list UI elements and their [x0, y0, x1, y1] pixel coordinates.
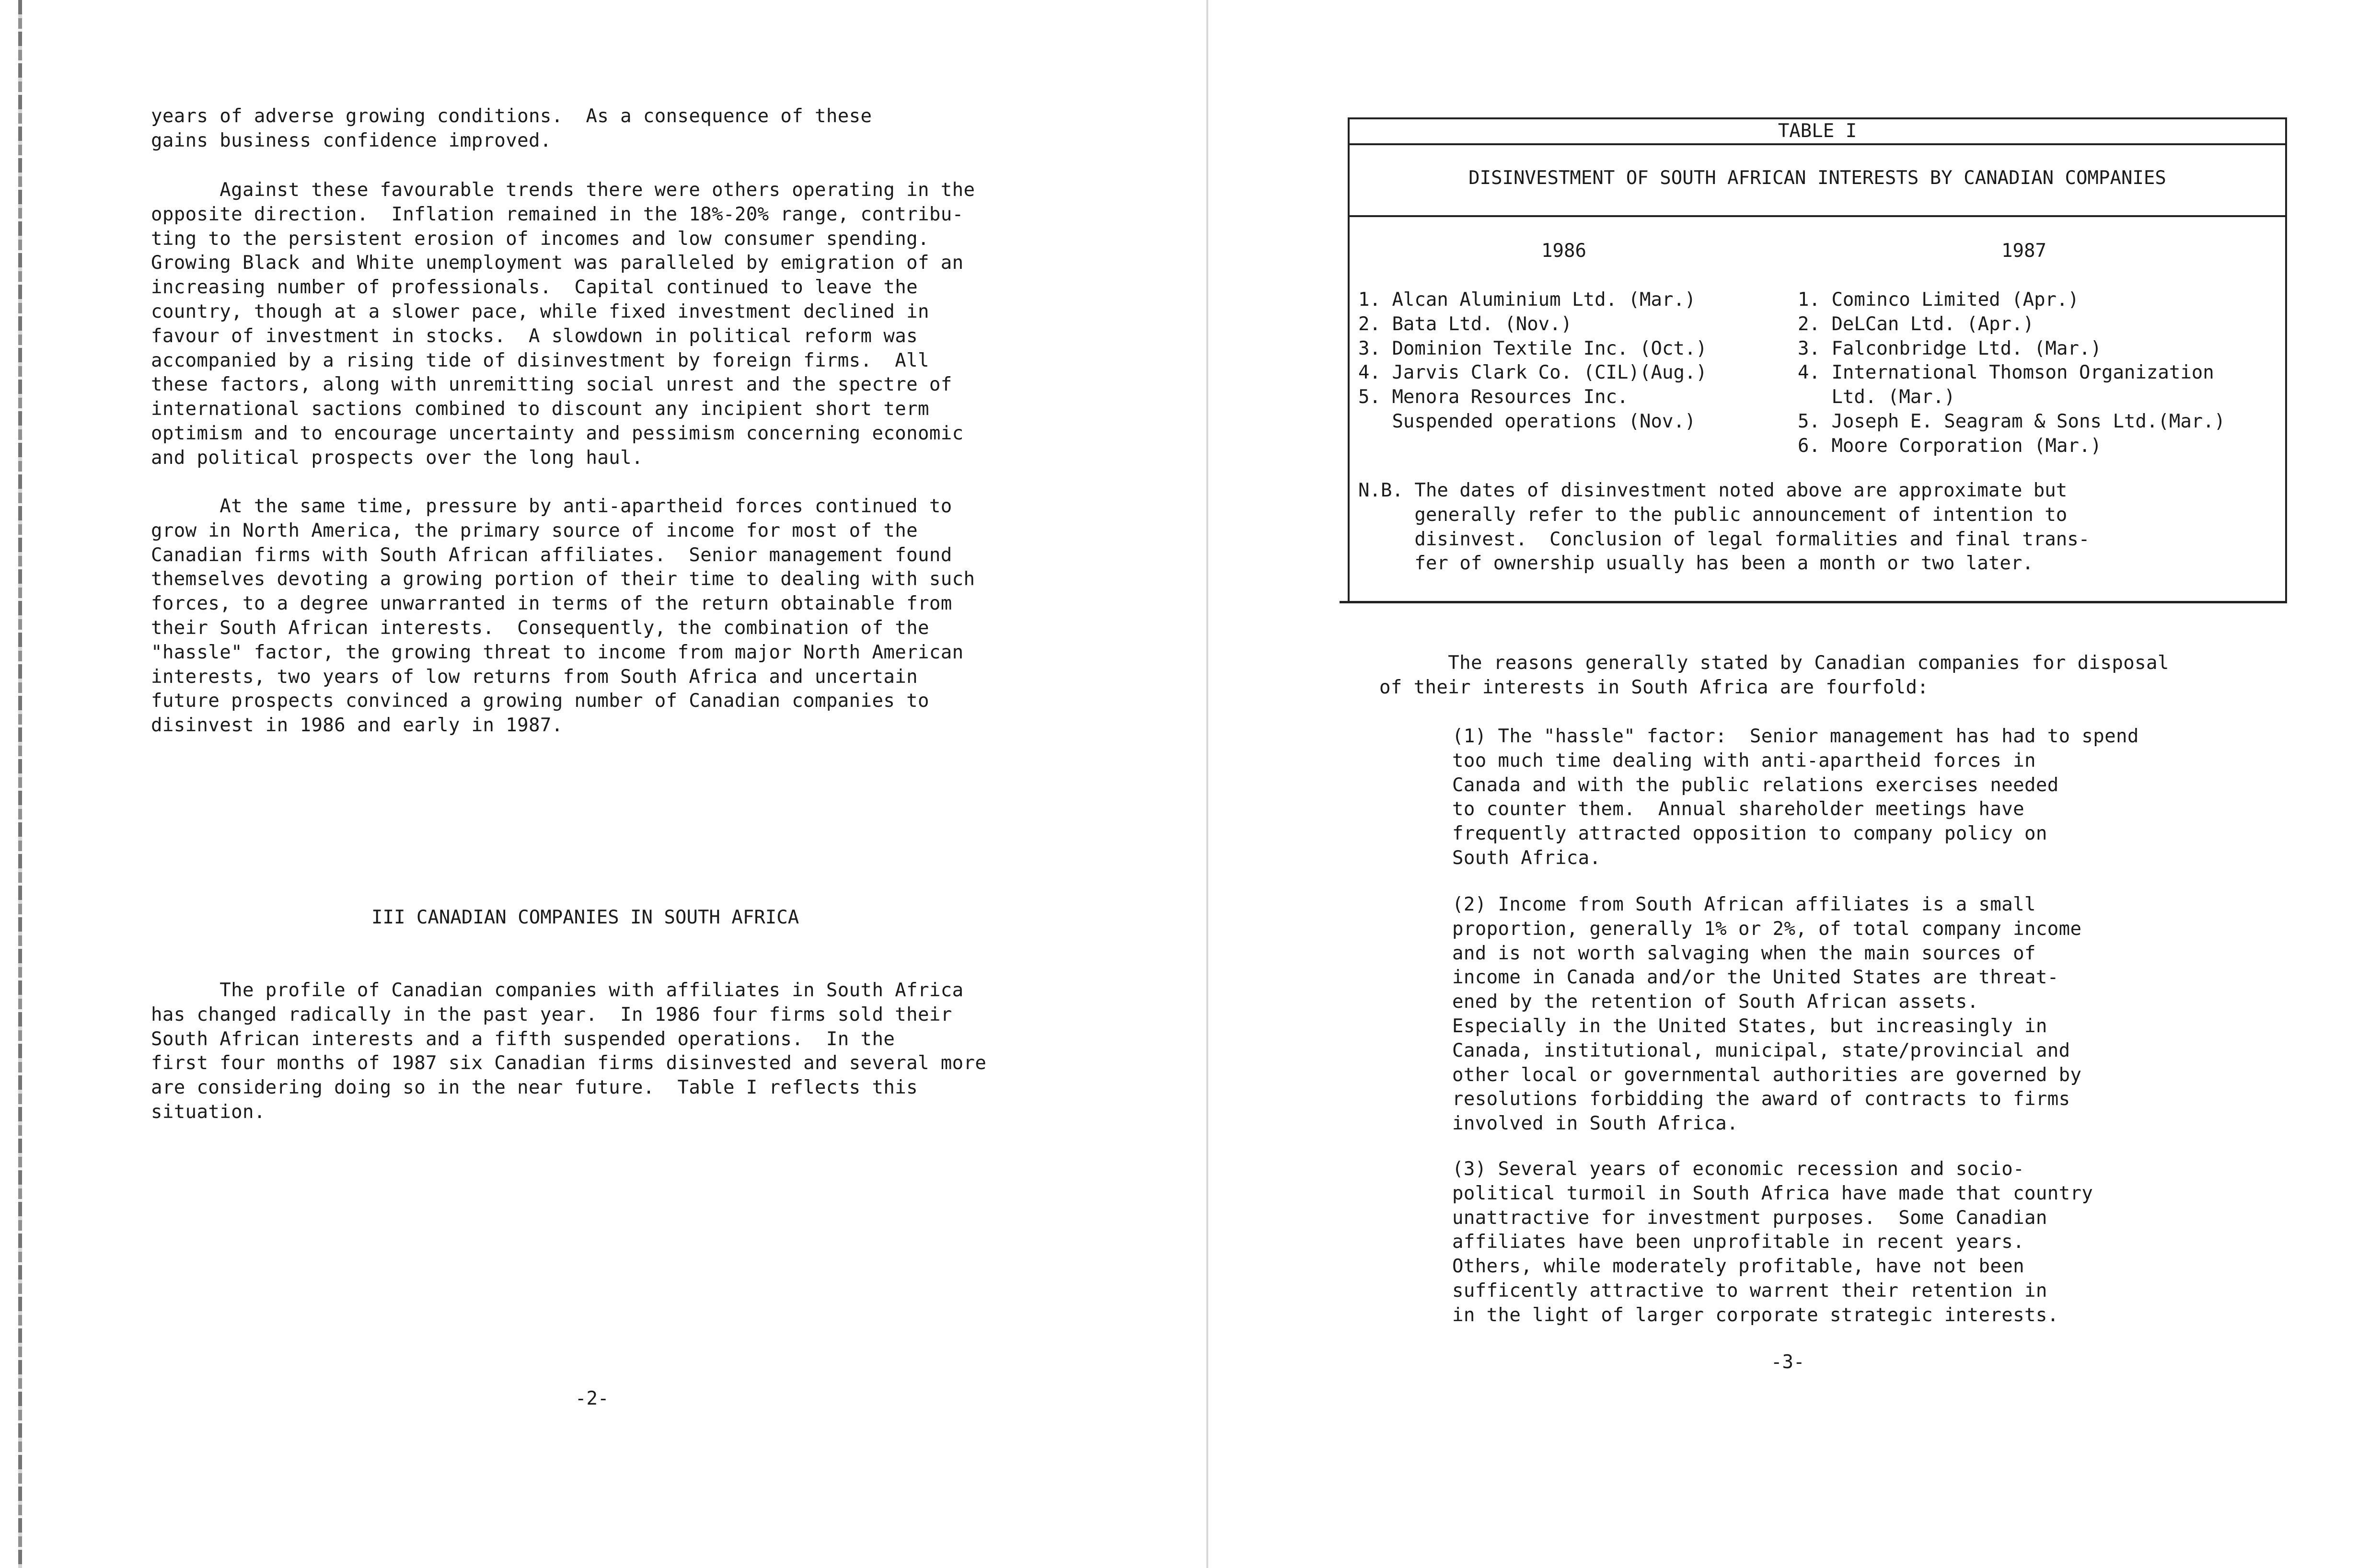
reason-2: (2) Income from South African affiliates is a small proportion, generally 1% or 2%, of total company income and is not worth salvaging when the main sources of income in Canada and/or the United States are threat- ened by the retention of South African assets. Especially in the United States, but increasingly in Canada, institutional, municipal, state/provincial and other local or governmental authorities are governed by resolutions forbidding the award of contracts to firms involved in South Africa.: [1452, 894, 2082, 1135]
list-item: Ltd. (Mar.): [1798, 386, 1955, 408]
list-item: 6. Moore Corporation (Mar.): [1798, 435, 2102, 457]
list-item: 5. Menora Resources Inc.: [1358, 386, 1629, 408]
list-item: 4. International Thomson Organization: [1798, 362, 2214, 384]
list-item: 2. DeLCan Ltd. (Apr.): [1798, 313, 2034, 335]
reason-1: (1) The "hassle" factor: Senior management has had to spend too much time dealing with anti-apartheid forces in Canada and with the public relations exercises needed to counter them. Annual shareholder meetings have frequently attracted opposition to company policy on South Africa.: [1452, 726, 2139, 869]
intro-paragraph: years of adverse growing conditions. As a consequence of these gains business confidence improved.: [151, 105, 872, 151]
table-rule-bottom: [1340, 601, 2286, 603]
list-item: 2. Bata Ltd. (Nov.): [1358, 313, 1572, 335]
table-disinvestment: [1348, 117, 2287, 603]
year-1986-header: 1986: [1541, 240, 1586, 262]
table-rule-header: [1350, 215, 2285, 217]
list-item: 4. Jarvis Clark Co. (CIL)(Aug.): [1358, 362, 1707, 384]
list-item: Suspended operations (Nov.): [1358, 410, 1696, 432]
list-1986: [1358, 288, 1707, 434]
list-1987: [1798, 288, 2225, 459]
reasons-intro-paragraph: The reasons generally stated by Canadian companies for disposal of their interests in South Africa are fourfold:: [1379, 652, 2169, 698]
table-rule-top: [1350, 143, 2285, 145]
page-number-right: -3-: [1771, 1351, 1805, 1373]
section-heading: III CANADIAN COMPANIES IN SOUTH AFRICA: [371, 907, 799, 928]
list-item: 1. Alcan Aluminium Ltd. (Mar.): [1358, 289, 1696, 311]
list-item: 5. Joseph E. Seagram & Sons Ltd.(Mar.): [1798, 410, 2226, 432]
paragraph-against-trends: Against these favourable trends there were others operating in the opposite direction. Inflation remained in the 18%-20% range, contribu- ting to the persistent erosion of incomes and low consumer spending. Growing Black and White unemployment was paralleled by emigration of an increasing number of professionals. Capital continued to leave the country, though at a slower pace, while fixed investment declined in favour of investment in stocks. A slowdown in political reform was accompanied by a rising tide of disinvestment by foreign firms. All these factors, along with unremitting social unrest and the spectre of international sactions combined to discount any incipient short term optimism and to encourage uncertainty and pessimism concerning economic and political prospects over the long haul.: [151, 179, 975, 469]
table-label: TABLE I: [1778, 120, 1857, 142]
paragraph-anti-apartheid-pressure: At the same time, pressure by anti-apartheid forces continued to grow in North America, the primary source of income for most of the Canadian firms with South African affiliates. Senior management found themselves devoting a growing portion of their time to dealing with such forces, to a degree unwarranted in terms of the return obtainable from their South African interests. Consequently, the combination of the "hassle" factor, the growing threat to income from major North American interests, two years of low returns from South Africa and uncertain future prospects convinced a growing number of Canadian companies to disinvest in 1986 and early in 1987.: [151, 496, 975, 737]
list-item: 1. Cominco Limited (Apr.): [1798, 289, 2079, 311]
table-title: DISINVESTMENT OF SOUTH AFRICAN INTERESTS BY CANADIAN COMPANIES: [1468, 167, 2166, 189]
reason-3: (3) Several years of economic recession and socio- political turmoil in South Africa have made that country unattractive for investment purposes. Some Canadian affiliates have been unprofitable in recent years. Others, while moderately profitable, have not been sufficently attractive to warrent their retention in in the light of larger corporate strategic interests.: [1452, 1158, 2093, 1326]
table-note: N.B. The dates of disinvestment noted above are approximate but generally refer to the public announcement of intention to disinvest. Conclusion of legal formalities and final trans- fer of ownership usually has been a month or two later.: [1358, 480, 2090, 575]
page-number-left: -2-: [575, 1388, 609, 1409]
paragraph-company-profile: The profile of Canadian companies with affiliates in South Africa has changed radically in the past year. In 1986 four firms sold their South African interests and a fifth suspended operations. In the first four months of 1987 six Canadian firms disinvested and several more are considering doing so in the near future. Table I reflects this situation.: [151, 980, 987, 1123]
list-item: 3. Dominion Textile Inc. (Oct.): [1358, 337, 1707, 359]
list-item: 3. Falconbridge Ltd. (Mar.): [1798, 337, 2102, 359]
year-1987-header: 1987: [2001, 240, 2046, 262]
